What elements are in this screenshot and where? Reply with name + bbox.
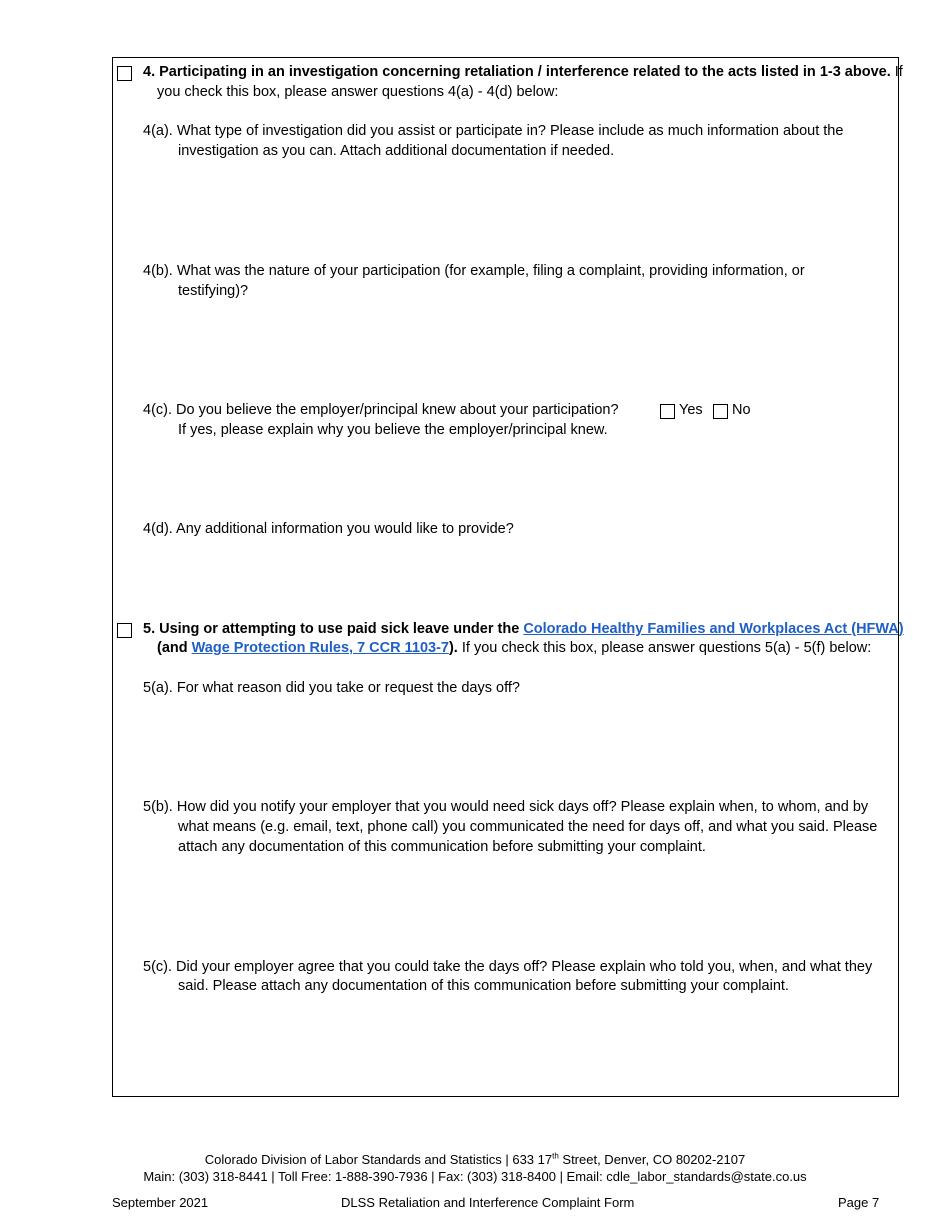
section-4-heading-bold: 4. Participating in an investigation concerning retaliation / interference related to the acts listed in 1-3 above. xyxy=(143,64,891,80)
question-4c-no-checkbox[interactable] xyxy=(713,404,728,419)
question-4c-no-label: No xyxy=(732,402,751,418)
question-4c-line2: If yes, please explain why you believe the employer/principal knew. xyxy=(178,422,608,438)
section-5-checkbox[interactable] xyxy=(117,623,132,638)
question-4a-line1: 4(a). What type of investigation did you assist or participate in? Please include as much information about the xyxy=(143,123,844,139)
section-4-checkbox[interactable] xyxy=(117,66,132,81)
section-5-heading-line1 xyxy=(143,619,904,639)
section-4-heading-tail: If xyxy=(890,64,903,80)
question-4b-line2: testifying)? xyxy=(178,283,249,299)
question-4a-line2: investigation as you can. Attach additional documentation if needed. xyxy=(178,143,615,159)
question-4b-line1: 4(b). What was the nature of your participation (for example, filing a complaint, providing information, or xyxy=(143,263,805,279)
footer-page-number: Page 7 xyxy=(838,1195,880,1210)
section-4-heading xyxy=(143,62,903,82)
section-5-heading-bold-b: (and xyxy=(157,640,192,656)
question-5c-line2: said. Please attach any documentation of this communication before submitting your complaint. xyxy=(178,978,789,994)
footer-address-sup: th xyxy=(552,1151,559,1161)
question-5c-line1: 5(c). Did your employer agree that you could take the days off? Please explain who told you, when, and what they xyxy=(143,959,873,975)
section-5-heading-tail: If you check this box, please answer questions 5(a) - 5(f) below: xyxy=(457,640,872,656)
form-section-box xyxy=(112,57,899,1097)
footer-date: September 2021 xyxy=(112,1195,209,1210)
wage-protection-rules-link[interactable]: Wage Protection Rules, 7 CCR 1103-7 xyxy=(191,640,449,656)
question-4c-yes-label: Yes xyxy=(679,402,703,418)
section-4-heading-line2: you check this box, please answer questions 4(a) - 4(d) below: xyxy=(157,84,559,100)
section-5-heading-line2 xyxy=(157,638,871,658)
footer-address-a: Colorado Division of Labor Standards and Statistics | 633 17 xyxy=(204,1152,553,1167)
footer-form-title: DLSS Retaliation and Interference Complaint Form xyxy=(341,1195,635,1210)
hfwa-link[interactable]: Colorado Healthy Families and Workplaces Act (HFWA) xyxy=(523,621,904,637)
question-5b-line1: 5(b). How did you notify your employer that you would need sick days off? Please explain when, to whom, and by xyxy=(143,799,869,815)
question-5a: 5(a). For what reason did you take or request the days off? xyxy=(143,680,520,696)
question-4c-line1: 4(c). Do you believe the employer/principal knew about your participation? xyxy=(143,402,619,418)
question-5b-line2: what means (e.g. email, text, phone call) you communicated the need for days off, and what you said. Please xyxy=(178,819,878,835)
question-4c-yes-checkbox[interactable] xyxy=(660,404,675,419)
section-5-heading-bold-a: 5. Using or attempting to use paid sick leave under the xyxy=(143,621,524,637)
question-5b-line3: attach any documentation of this communication before submitting your complaint. xyxy=(178,839,706,855)
footer-contact: Main: (303) 318-8441 | Toll Free: 1-888-390-7936 | Fax: (303) 318-8400 | Email: cdle_labor_standards@state.co.us xyxy=(143,1169,807,1184)
section-5-heading-bold-c: ). xyxy=(448,640,458,656)
footer-address-b: Street, Denver, CO 80202-2107 xyxy=(558,1152,746,1167)
question-4d: 4(d). Any additional information you would like to provide? xyxy=(143,521,514,537)
